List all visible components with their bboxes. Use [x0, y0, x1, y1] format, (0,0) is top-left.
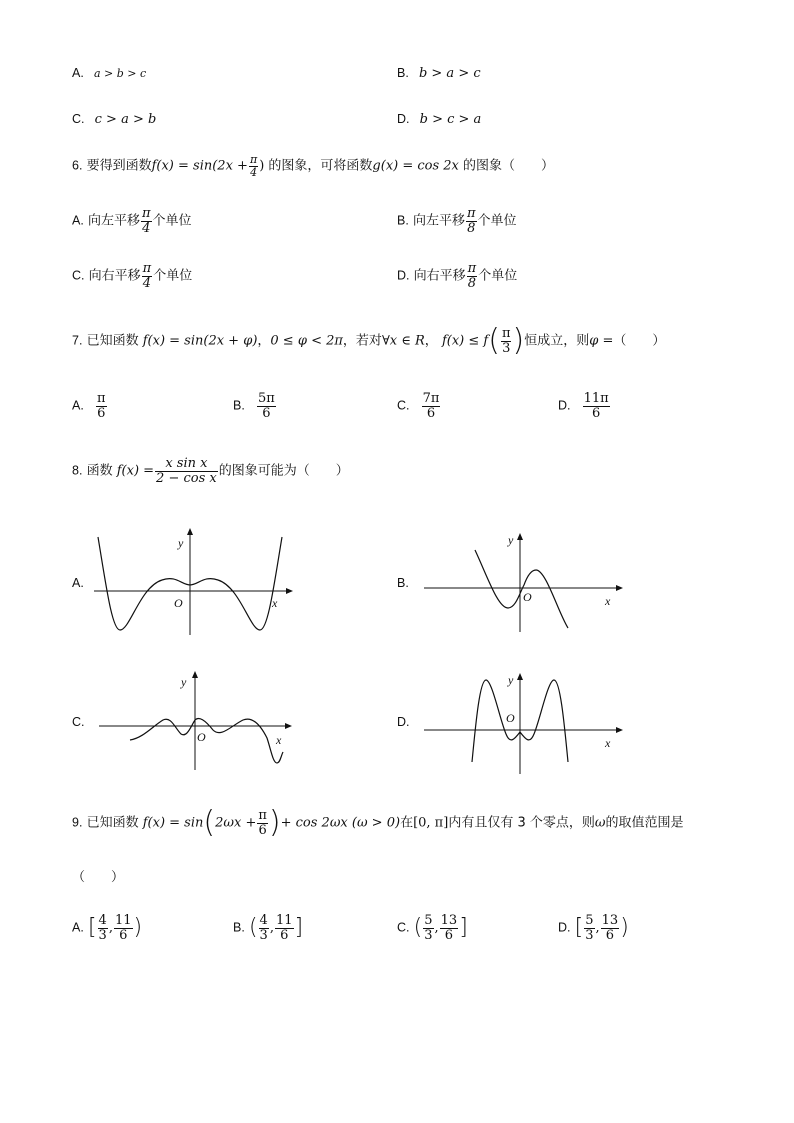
y-axis-arrow — [187, 528, 193, 535]
option-label: C. — [72, 268, 85, 283]
fraction — [257, 392, 276, 420]
option-label: A. — [72, 920, 84, 935]
option-label: B. — [233, 920, 245, 935]
q9-answer-blank: （ ） — [72, 870, 125, 885]
option-label: D. — [558, 398, 571, 413]
option-text: 个单位 — [477, 213, 517, 229]
formula: 0 ≤ φ < 2π — [270, 333, 343, 349]
fraction-denominator: 6 — [422, 406, 441, 421]
bracket: ( — [248, 915, 258, 941]
q7-stem: 7. 已知函数 f(x) = sin(2x + φ)，0 ≤ φ < 2π，若对∀x ∈ R， f(x) ≤ f( $\frac{\pi}{3}$ )恒成立，则φ =（ ） — [72, 323, 666, 358]
q7-option-a — [72, 392, 108, 420]
formula: f(x) = sin — [142, 815, 204, 831]
fraction — [259, 914, 269, 942]
y-axis-arrow — [192, 671, 198, 678]
bracket: ( — [413, 915, 423, 941]
q5-option-b — [397, 66, 481, 81]
fraction-denominator: 6 — [440, 928, 459, 943]
option-text: c > a > b — [94, 112, 157, 127]
graph-d-label: D. — [397, 715, 410, 729]
formula: + cos 2ωx (ω > 0) — [280, 815, 401, 831]
formula: f(x) = sin(2x + φ) — [142, 333, 258, 349]
q5-option-a — [72, 66, 146, 81]
option-text: b > a > c — [418, 66, 481, 81]
fraction-denominator: 6 — [601, 928, 620, 943]
q6-stem — [72, 154, 554, 178]
q7-option-d — [558, 392, 611, 420]
q9-option-a: A. [ $\frac{4}{3}$ , $\frac{11}{6}$ ) — [72, 913, 143, 943]
option-text: b > c > a — [419, 112, 482, 127]
option-label: B. — [397, 213, 409, 228]
x-axis-arrow — [286, 588, 293, 594]
q6-option-b — [397, 207, 517, 235]
fraction-denominator: 6 — [97, 405, 106, 421]
fraction-numerator: π — [249, 153, 258, 166]
fraction — [467, 262, 478, 290]
fraction-denominator: 6 — [257, 406, 276, 421]
bracket: [ — [87, 915, 97, 941]
origin-label: O — [174, 596, 183, 610]
formula: f(x) = — [116, 463, 155, 479]
fraction — [583, 392, 610, 420]
q9-option-c: C. ( $\frac{5}{3}$ , $\frac{13}{6}$ ] — [397, 913, 468, 943]
formula: 2ωx + — [215, 815, 257, 831]
fraction-numerator: π — [96, 391, 106, 406]
question-number: 8. — [72, 463, 83, 478]
fraction-numerator: 7π — [422, 391, 440, 406]
stem-text: 在 — [400, 815, 414, 831]
fraction — [584, 914, 594, 942]
stem-text: 内有且仅有 3 个零点，则 — [448, 815, 595, 831]
option-label: D. — [397, 112, 410, 126]
option-text: 向左平移 — [412, 213, 465, 229]
fraction-denominator: 3 — [98, 927, 107, 943]
formula: g(x) = cos 2x — [372, 158, 459, 174]
stem-text: 的图象可能为（ ） — [218, 463, 349, 479]
fraction-numerator: π — [501, 325, 511, 341]
formula: f(x) = sin(2x + — [151, 158, 248, 174]
function-curve — [475, 550, 568, 628]
graph-a — [90, 525, 295, 640]
x-label: x — [605, 594, 611, 608]
stem-text: （ ） — [613, 333, 666, 349]
y-label: y — [181, 675, 187, 689]
fraction — [466, 207, 477, 235]
fraction-numerator: x sin x — [165, 456, 208, 471]
option-label: B. — [233, 398, 245, 413]
fraction — [422, 392, 441, 420]
fraction-numerator: 11π — [583, 391, 609, 406]
x-axis-arrow — [616, 727, 623, 733]
x-axis-arrow — [285, 723, 292, 729]
origin-label: O — [197, 730, 206, 744]
option-text: 个单位 — [152, 213, 192, 229]
formula: [0, π] — [413, 815, 449, 831]
option-text: 向右平移 — [413, 268, 466, 284]
q9-stem: 9. 已知函数 f(x) = sin(2ωx + $\frac{\pi}{6}$ )+ cos 2ωx (ω > 0)在[0, π]内有且仅有 3 个零点，则ω的取值范围是 — [72, 805, 684, 840]
fraction-denominator: 6 — [258, 822, 267, 838]
option-label: B. — [397, 66, 409, 80]
bracket: ) — [133, 915, 143, 941]
fraction — [423, 914, 433, 942]
option-text: 向左平移 — [87, 213, 140, 229]
fraction-numerator: 5π — [257, 391, 275, 406]
bracket: [ — [574, 915, 584, 941]
y-axis-arrow — [517, 533, 523, 540]
formula: ω — [594, 815, 606, 831]
question-number: 7. — [72, 333, 83, 348]
graph-a-label: A. — [72, 576, 84, 590]
fraction-numerator: 5 — [424, 913, 433, 928]
q5-option-d — [397, 112, 481, 127]
question-number: 6. — [72, 158, 83, 173]
y-label: y — [508, 673, 514, 687]
q6-option-a — [72, 207, 192, 235]
fraction — [142, 262, 153, 290]
fraction-denominator: 4 — [142, 275, 152, 291]
fraction-numerator: π — [258, 807, 267, 823]
option-label: A. — [72, 66, 84, 80]
stem-text: 恒成立，则 — [524, 333, 590, 349]
fraction-numerator: 13 — [440, 913, 458, 928]
fraction-denominator: 2 − cos x — [156, 470, 217, 486]
bracket: ] — [459, 915, 468, 941]
q7-option-c — [397, 392, 441, 420]
fraction — [501, 327, 512, 355]
option-label: C. — [397, 398, 410, 413]
q6-option-d — [397, 262, 517, 290]
graph-b — [420, 530, 625, 635]
fraction-numerator: π — [142, 261, 152, 276]
stem-text: 已知函数 — [86, 333, 139, 349]
option-text: a > b > c — [93, 67, 147, 80]
stem-text: 的取值范围是 — [605, 815, 684, 831]
stem-text: 的图象，可将函数 — [268, 158, 373, 174]
fraction-denominator: 3 — [585, 927, 594, 943]
option-text: 向右平移 — [88, 268, 141, 284]
fraction-numerator: π — [141, 206, 151, 221]
question-number: 9. — [72, 815, 83, 830]
q9-option-d: D. [ $\frac{5}{3}$ , $\frac{13}{6}$ ) — [558, 913, 629, 943]
fraction-numerator: 11 — [275, 913, 293, 928]
fraction-numerator: 11 — [114, 913, 132, 928]
bracket: ] — [294, 915, 304, 941]
y-label: y — [508, 533, 514, 547]
stem-text: ，若对 — [342, 333, 382, 349]
formula: f(x) ≤ f — [441, 333, 489, 349]
stem-text: 已知函数 — [86, 815, 139, 831]
option-label: C. — [72, 112, 85, 126]
q8-stem — [72, 457, 349, 485]
q6-option-c — [72, 262, 192, 290]
option-label: A. — [72, 213, 84, 228]
formula: ) — [259, 158, 265, 174]
fraction — [249, 154, 258, 178]
fraction — [98, 914, 108, 942]
option-label: A. — [72, 398, 84, 413]
fraction-numerator: 4 — [98, 913, 107, 928]
fraction — [141, 207, 152, 235]
fraction-numerator: π — [467, 261, 477, 276]
fraction-numerator: 13 — [601, 913, 619, 928]
option-label: D. — [558, 920, 571, 935]
option-label: D. — [397, 268, 410, 283]
fraction-denominator: 3 — [424, 927, 433, 943]
option-text: 个单位 — [478, 268, 518, 284]
fraction-denominator: 3 — [502, 340, 511, 356]
fraction-denominator: 3 — [259, 927, 268, 943]
fraction-denominator: 8 — [467, 275, 477, 291]
q7-option-b — [233, 392, 277, 420]
fraction — [440, 914, 459, 942]
option-label: C. — [397, 920, 410, 935]
fraction-denominator: 8 — [467, 220, 476, 236]
fraction-numerator: π — [466, 206, 476, 221]
fraction-numerator: 4 — [259, 913, 268, 928]
fraction — [257, 809, 268, 837]
graph-c — [95, 668, 300, 773]
q5-option-c — [72, 112, 156, 127]
origin-label: O — [523, 590, 532, 604]
fraction — [96, 392, 107, 420]
stem-text: 的图象（ ） — [463, 158, 555, 174]
graph-d — [420, 670, 625, 778]
graph-b-label: B. — [397, 576, 409, 590]
y-axis-arrow — [517, 673, 523, 680]
x-label: x — [276, 733, 282, 747]
x-axis-arrow — [616, 585, 623, 591]
x-label: x — [272, 596, 278, 610]
stem-text: 函数 — [86, 463, 113, 479]
y-label: y — [178, 536, 184, 550]
graph-c-label: C. — [72, 715, 85, 729]
function-curve — [130, 718, 283, 763]
fraction-denominator: 6 — [114, 928, 133, 943]
fraction-denominator: 6 — [275, 928, 294, 943]
formula: ∀x ∈ R — [381, 333, 425, 349]
fraction — [275, 914, 294, 942]
fraction — [114, 914, 133, 942]
option-text: 个单位 — [153, 268, 193, 284]
fraction-denominator: 4 — [142, 220, 151, 236]
fraction-denominator: 6 — [583, 406, 610, 421]
stem-text: 要得到函数 — [86, 158, 152, 174]
fraction — [601, 914, 620, 942]
fraction-denominator: 4 — [250, 165, 258, 179]
x-label: x — [605, 736, 611, 750]
bracket: ) — [620, 915, 629, 941]
origin-label: O — [506, 711, 515, 725]
fraction-numerator: 5 — [585, 913, 594, 928]
formula: φ = — [589, 333, 614, 349]
q9-option-b: B. ( $\frac{4}{3}$ , $\frac{11}{6}$ ] — [233, 913, 304, 943]
fraction — [155, 457, 218, 485]
